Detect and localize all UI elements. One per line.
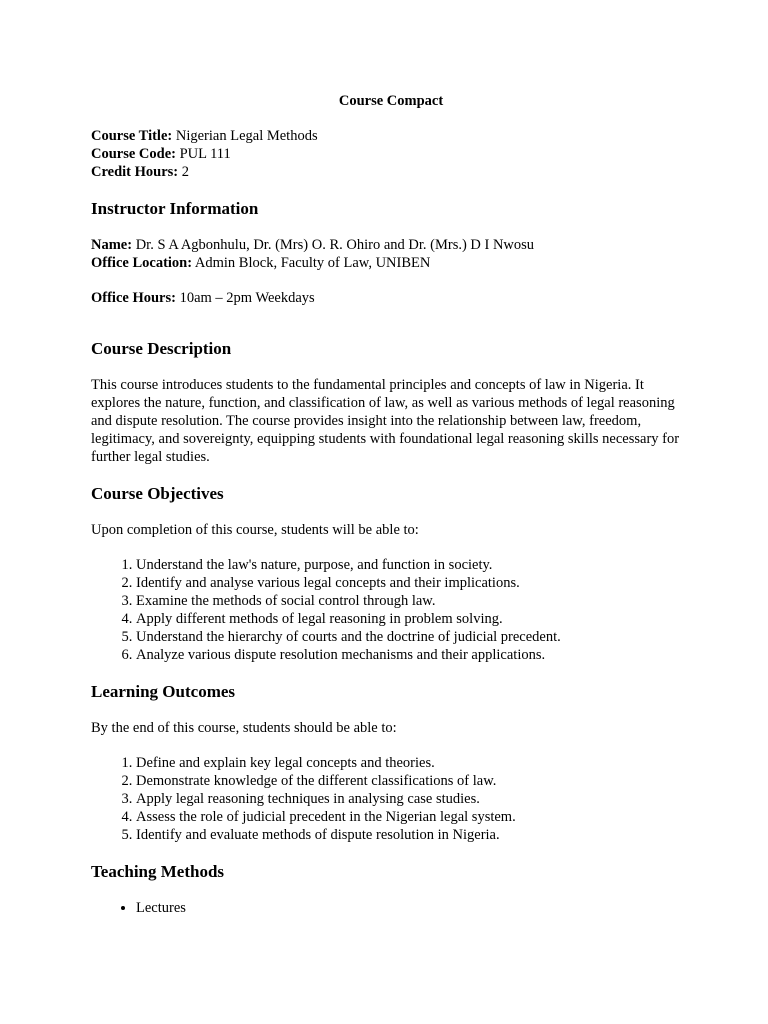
outcomes-heading: Learning Outcomes <box>91 682 236 701</box>
course-code-line <box>91 145 691 163</box>
document-page <box>91 92 691 917</box>
list-item: • Lectures <box>136 899 691 917</box>
objectives-list <box>91 556 691 664</box>
list-item: 5. Identify and evaluate methods of dispute resolution in Nigeria. <box>136 826 691 844</box>
list-item: 6. Analyze various dispute resolution mechanisms and their applications. <box>136 646 691 664</box>
instructor-name-value: Dr. S A Agbonhulu, Dr. (Mrs) O. R. Ohiro and Dr. (Mrs.) D I Nwosu <box>132 237 535 253</box>
outcomes-list <box>91 754 691 844</box>
instructor-name-line <box>91 236 691 254</box>
list-item: 4. Apply different methods of legal reasoning in problem solving. <box>136 610 691 628</box>
office-hours-label: Office Hours: <box>91 290 176 306</box>
objectives-heading: Course Objectives <box>91 484 224 503</box>
list-item: 3. Apply legal reasoning techniques in analysing case studies. <box>136 790 691 808</box>
teaching-heading: Teaching Methods <box>91 862 225 881</box>
office-location-value: Admin Block, Faculty of Law, UNIBEN <box>192 255 431 271</box>
document-title: Course Compact <box>338 93 444 109</box>
office-hours-line <box>91 289 691 307</box>
office-hours-value: 10am – 2pm Weekdays <box>175 290 315 306</box>
instructor-heading: Instructor Information <box>91 199 259 218</box>
course-title-label: Course Title: <box>91 128 173 144</box>
course-info-block <box>91 127 691 181</box>
course-code-value: PUL 111 <box>175 146 231 162</box>
list-item: 1. Define and explain key legal concepts and theories. <box>136 754 691 772</box>
course-title-value: Nigerian Legal Methods <box>172 128 318 144</box>
credit-hours-line <box>91 163 691 181</box>
instructor-block <box>91 236 691 272</box>
office-location-line <box>91 254 691 272</box>
outcomes-intro: By the end of this course, students should be able to: <box>91 720 397 736</box>
list-item: 2. Identify and analyse various legal concepts and their implications. <box>136 574 691 592</box>
credit-hours-value: 2 <box>178 164 190 180</box>
list-item: 5. Understand the hierarchy of courts and the doctrine of judicial precedent. <box>136 628 691 646</box>
credit-hours-label: Credit Hours: <box>91 164 179 180</box>
list-item: 2. Demonstrate knowledge of the different classifications of law. <box>136 772 691 790</box>
description-heading: Course Description <box>91 339 232 358</box>
description-text: This course introduces students to the fundamental principles and concepts of law in Nigeria. It explores the nature, function, and classification of law, as well as various methods of legal reasoning and dispute resolution. The course provides insight into the relationship between law, freedom, legitimacy, and sovereignty, equipping students with foundational legal reasoning skills necessary for further legal studies. <box>91 377 680 465</box>
course-code-label: Course Code: <box>91 146 176 162</box>
office-location-label: Office Location: <box>91 255 193 271</box>
list-item: 1. Understand the law's nature, purpose, and function in society. <box>136 556 691 574</box>
objectives-intro: Upon completion of this course, students will be able to: <box>91 522 419 538</box>
instructor-name-label: Name: <box>91 237 133 253</box>
list-item: 4. Assess the role of judicial precedent in the Nigerian legal system. <box>136 808 691 826</box>
list-item: 3. Examine the methods of social control through law. <box>136 592 691 610</box>
teaching-list <box>91 899 691 917</box>
course-title-line <box>91 127 691 145</box>
